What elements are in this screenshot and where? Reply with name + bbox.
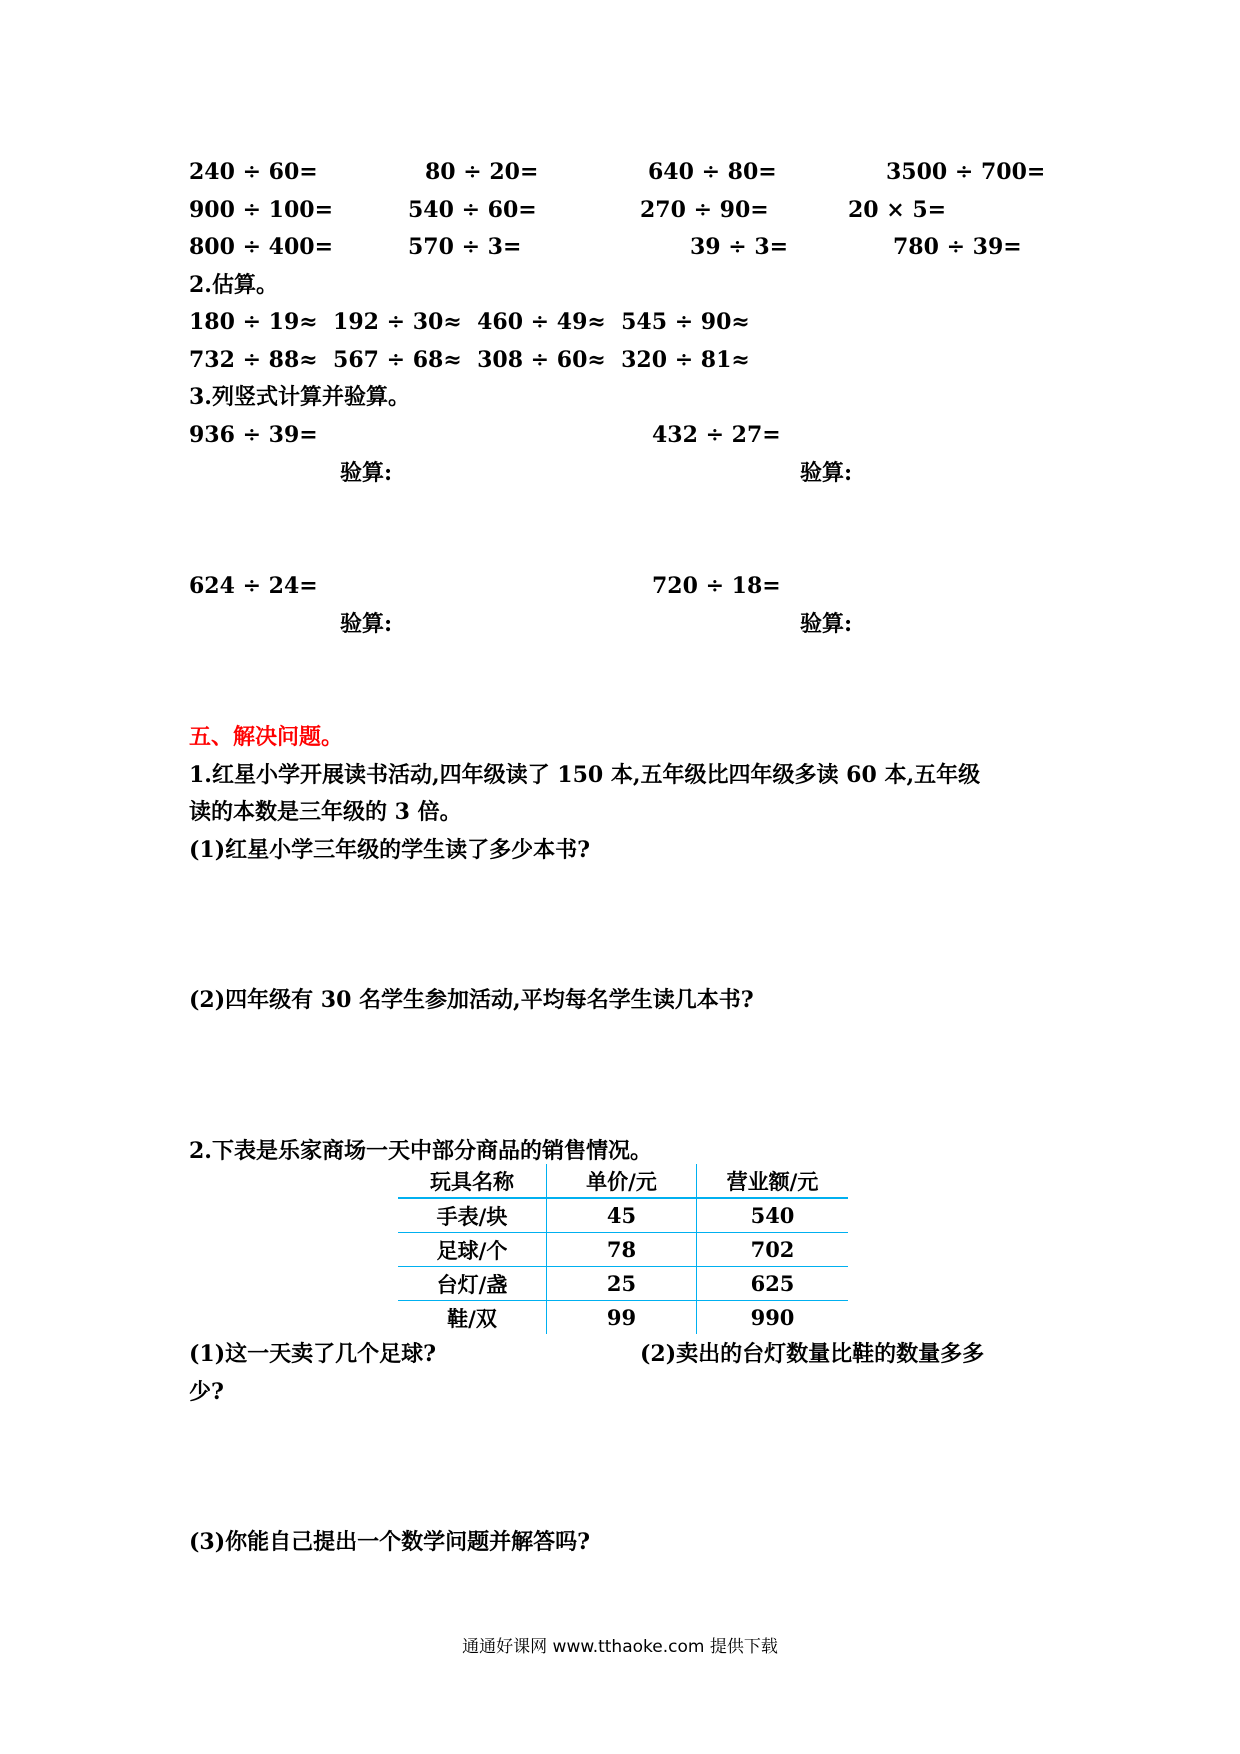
sales-table [398,1164,848,1334]
table-header: 单价/元 [547,1164,697,1198]
table-row [398,1267,848,1301]
calc-item: 20 × 5= [848,197,947,223]
vertical-problem: 432 ÷ 27= [652,422,781,448]
sub-question: 少? [189,1379,224,1405]
estimate-row: 732 ÷ 88≈ 567 ÷ 68≈ 308 ÷ 60≈ 320 ÷ 81≈ [189,347,750,373]
table-row [398,1233,848,1267]
estimate-row: 180 ÷ 19≈ 192 ÷ 30≈ 460 ÷ 49≈ 545 ÷ 90≈ [189,309,750,335]
vertical-problem: 720 ÷ 18= [652,573,781,599]
calc-item: 800 ÷ 400= [189,234,334,260]
table-cell: 45 [547,1198,697,1233]
table-cell: 25 [547,1267,697,1301]
table-cell: 鞋/双 [398,1301,547,1335]
sub-question: (2)四年级有 30 名学生参加活动,平均每名学生读几本书? [189,987,754,1013]
sub-question: (1)红星小学三年级的学生读了多少本书? [189,837,591,863]
estimate-title: 2.估算。 [189,272,278,298]
table-row [398,1301,848,1335]
table-row [398,1198,848,1233]
calc-item: 640 ÷ 80= [648,159,777,185]
calc-item: 39 ÷ 3= [690,234,789,260]
calc-item: 570 ÷ 3= [408,234,522,260]
table-cell: 台灯/盏 [398,1267,547,1301]
check-label: 验算: [340,460,393,486]
vertical-title: 3.列竖式计算并验算。 [189,384,410,410]
question-text: 读的本数是三年级的 3 倍。 [189,799,462,825]
calc-item: 540 ÷ 60= [408,197,537,223]
vertical-problem: 624 ÷ 24= [189,573,318,599]
calc-item: 3500 ÷ 700= [886,159,1046,185]
question-text: 1.红星小学开展读书活动,四年级读了 150 本,五年级比四年级多读 60 本,五年级 [189,762,981,788]
calc-item: 240 ÷ 60= [189,159,318,185]
calc-item: 780 ÷ 39= [893,234,1022,260]
table-cell: 625 [697,1267,849,1301]
table-cell: 78 [547,1233,697,1267]
table-header: 营业额/元 [697,1164,849,1198]
question-text: 2.下表是乐家商场一天中部分商品的销售情况。 [189,1138,652,1164]
table-cell: 手表/块 [398,1198,547,1233]
check-label: 验算: [800,460,853,486]
calc-item: 270 ÷ 90= [640,197,769,223]
section-heading: 五、解决问题。 [189,724,344,750]
table-cell: 足球/个 [398,1233,547,1267]
vertical-problem: 936 ÷ 39= [189,422,318,448]
table-header-row [398,1164,848,1198]
sub-question: (1)这一天卖了几个足球? [189,1341,437,1367]
table-cell: 99 [547,1301,697,1335]
sub-question: (3)你能自己提出一个数学问题并解答吗? [189,1529,591,1555]
footer-text: 通通好课网 www.tthaoke.com 提供下载 [462,1637,778,1657]
table-header: 玩具名称 [398,1164,547,1198]
check-label: 验算: [340,611,393,637]
table-cell: 990 [750,1305,795,1330]
table-cell: 540 [697,1198,849,1233]
table-cell: 702 [697,1233,849,1267]
calc-item: 80 ÷ 20= [425,159,539,185]
check-label: 验算: [800,611,853,637]
calc-item: 900 ÷ 100= [189,197,334,223]
sub-question: (2)卖出的台灯数量比鞋的数量多多 [640,1341,985,1367]
